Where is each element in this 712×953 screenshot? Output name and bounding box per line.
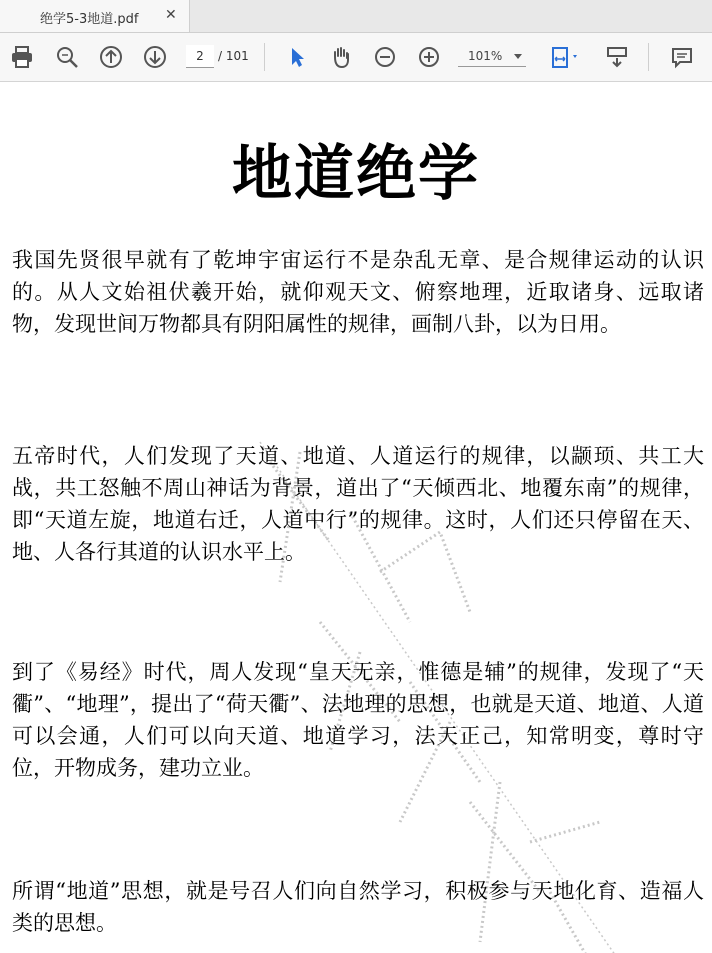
paragraph-1: 我国先贤很早就有了乾坤宇宙运行不是杂乱无章、是合规律运动的认识的。从人文始祖伏羲开始，就仰观天文、俯察地理，近取诸身、远取诸物，发现世间万物都具有阴阳属性的规律，画制八卦，以为日用。 <box>12 248 704 336</box>
paragraph-4: 所谓“地道”思想，就是号召人们向自然学习，积极参与天地化育、造福人类的思想。 <box>12 879 704 935</box>
page-number-input[interactable]: 2 <box>186 45 214 68</box>
document-page[interactable] <box>0 82 712 953</box>
close-icon[interactable]: ✕ <box>165 7 177 23</box>
toolbar-divider <box>264 43 265 71</box>
paragraph-3: 到了《易经》时代，周人发现“皇天无亲，惟德是辅”的规律，发现了“天衢”、“地理”，提出了“荷天衢”、法地理的思想，也就是天道、地道、人道可以会通，人们可以向天道、地道学习，法天正己，知常明变，尊时守位，开物成务，建功立业。 <box>12 660 704 780</box>
zoom-level-select[interactable] <box>458 45 526 67</box>
hand-tool-icon[interactable] <box>327 43 355 71</box>
next-page-icon[interactable] <box>141 43 169 71</box>
previous-page-icon[interactable] <box>97 43 125 71</box>
zoom-in-icon[interactable] <box>415 43 443 71</box>
document-tab[interactable] <box>0 0 190 32</box>
print-icon[interactable] <box>8 43 36 71</box>
zoom-search-icon[interactable] <box>53 43 81 71</box>
zoom-out-icon[interactable] <box>371 43 399 71</box>
comment-icon[interactable] <box>668 43 696 71</box>
toolbar-divider <box>648 43 649 71</box>
tab-title[interactable]: 绝学5-3地道.pdf <box>40 12 139 27</box>
select-cursor-icon[interactable] <box>283 43 311 71</box>
fit-width-icon[interactable] <box>549 43 585 71</box>
page-total-label: / 101 <box>218 49 249 63</box>
toolbar <box>0 33 712 82</box>
document-title: 地道绝学 <box>232 139 480 209</box>
paragraph-2: 五帝时代，人们发现了天道、地道、人道运行的规律，以颛顼、共工大战，共工怒触不周山神话为背景，道出了“天倾西北、地覆东南”的规律，即“天道左旋，地道右迁，人道中行”的规律。这时，人们还只停留在天、地、人各行其道的认识水平上。 <box>12 444 704 564</box>
zoom-level-value: 101% <box>468 49 503 63</box>
chevron-down-icon <box>514 54 522 59</box>
scroll-mode-icon[interactable] <box>603 43 631 71</box>
tab-bar <box>0 0 712 33</box>
